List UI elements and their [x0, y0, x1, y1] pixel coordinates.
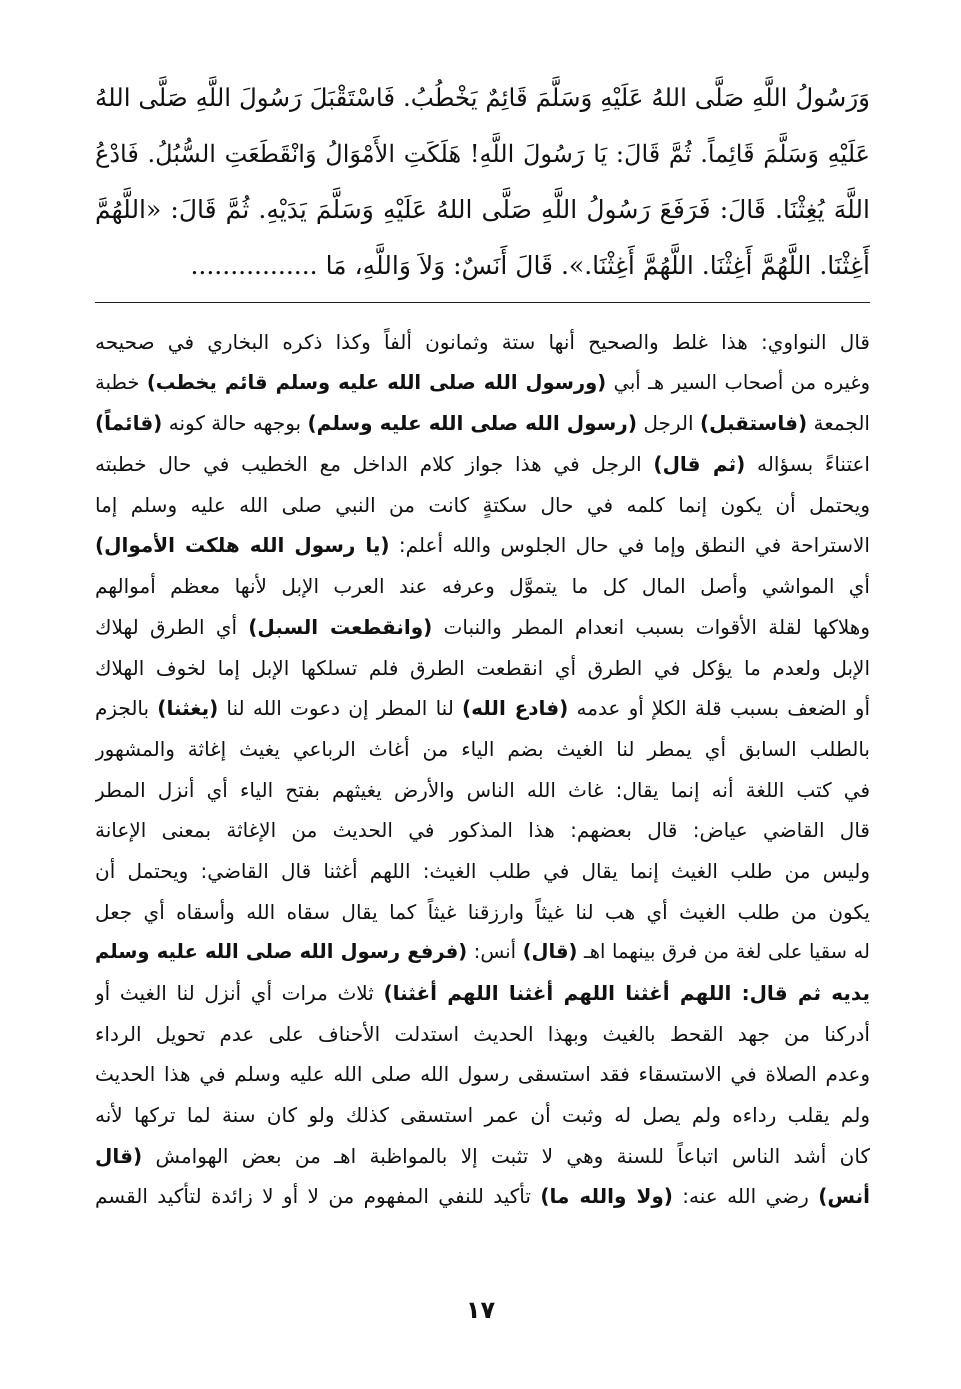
hadith-line: أَغِثْنَا. اللَّهُمَّ أَغِثْنَا. اللَّهُمَّ أَغِثْنَا.». قَالَ أَنَسٌ: وَلاَ وَاللَّهِ، مَا ................ — [190, 251, 870, 280]
commentary-run: وغيره من أصحاب السير هـ أبي — [606, 370, 870, 394]
commentary-line — [95, 648, 870, 689]
quoted-phrase: (يغثنا) — [157, 696, 219, 721]
commentary-line — [95, 403, 870, 444]
commentary-run: رضي الله عنه: — [672, 1184, 819, 1209]
commentary-line — [95, 566, 870, 607]
commentary-run: أنس: — [467, 940, 523, 964]
commentary-run: ويحتمل أن يكون إنما كلمه في حال سكتةٍ كانت من النبي صلى الله عليه وسلم إما — [95, 492, 870, 517]
page-number: ١٧ — [465, 1296, 496, 1324]
commentary-run: وهلاكها لقلة الأقوات بسبب انعدام المطر والنبات — [432, 614, 870, 639]
commentary-line — [95, 1054, 870, 1095]
commentary-text — [95, 322, 870, 1217]
commentary-run: أدركنا من جهد القحط بالغيث وبهذا الحديث استدلت الأحناف على عدم تحويل الرداء — [95, 1021, 870, 1046]
commentary-run: أو الضعف بسبب قلة الكلإ أو عدمه — [568, 696, 870, 721]
hadith-line: وَرَسُولُ اللَّهِ صَلَّى اللهُ عَلَيْهِ وَسَلَّمَ قَائِمٌ يَخْطُبُ. فَاسْتَقْبَلَ رَسُولَ اللَّهِ صَلَّى اللهُ — [95, 83, 870, 112]
quoted-phrase: (قال — [95, 1143, 143, 1168]
quoted-phrase: (قال) — [522, 940, 578, 964]
commentary-run: بوجهه حالة كونه — [162, 411, 308, 436]
quoted-phrase: (يا رسول الله هلكت الأموال) — [95, 533, 390, 558]
commentary-line — [95, 688, 870, 729]
commentary-run: قال النواوي: هذا غلط والصحيح أنها ستة وثمانون ألفاً وكذا ذكره البخاري في صحيحه — [95, 330, 870, 354]
quoted-phrase: يديه ثم قال: اللهم أغثنا اللهم أغثنا اللهم أغثنا) — [383, 981, 870, 1005]
commentary-run: له سقيا على لغة من فرق بينهما اهـ — [577, 940, 870, 964]
commentary-run: ولم يقلب رداءه ولم يصل له وثبت أن عمر استسقى كذلك ولو كان سنة لما تركها لأنه — [95, 1103, 870, 1128]
commentary-line — [95, 444, 870, 485]
commentary-run: يكون من طلب الغيث أي هب لنا غيثاً وارزقنا غيثاً كما يقال سقاه الله وأسقاه أي جعل — [95, 899, 870, 924]
commentary-line — [95, 729, 870, 770]
commentary-run: الرجل — [636, 411, 700, 436]
commentary-run: قال القاضي عياض: قال بعضهم: هذا المذكور في الحديث من الإغاثة بمعنى الإعانة — [95, 818, 870, 843]
quoted-phrase: (فرفع رسول الله صلى الله عليه وسلم — [95, 940, 468, 964]
commentary-run: وعدم الصلاة في الاستسقاء فقد استسقى رسول الله صلى الله عليه وسلم في هذا الحديث — [95, 1062, 870, 1087]
commentary-line — [95, 607, 870, 648]
commentary-line — [95, 363, 870, 404]
commentary-line — [95, 932, 870, 973]
hadith-line: عَلَيْهِ وَسَلَّمَ قَائِماً. ثُمَّ قَالَ: يَا رَسُولَ اللَّهِ! هَلَكَتِ الأَمْوَالُ وَانْقَطَعَتِ السُّبُلُ. فَادْعُ — [95, 140, 870, 168]
commentary-run: بالطلب السابق أي يمطر لنا الغيث بضم الياء من أغاث الرباعي يغيث إغاثة والمشهور — [95, 736, 870, 761]
footnote-divider — [95, 302, 870, 303]
commentary-run: الرجل في هذا جواز كلام الداخل مع الخطيب في حال خطبته — [95, 452, 654, 477]
commentary-run: وليس من طلب الغيث إنما يقال في طلب الغيث: اللهم أغثنا قال القاضي: ويحتمل أن — [95, 858, 870, 883]
commentary-run: الإبل ولعدم ما يؤكل في الطرق أي انقطعت الطرق فلم تسلكها الإبل إما لخوف الهلاك — [95, 655, 870, 680]
quoted-phrase: (ثم قال) — [653, 452, 746, 477]
commentary-run: لنا المطر إن دعوت الله لنا — [218, 696, 462, 721]
commentary-run: أي المواشي وأصل المال كل ما يتموَّل وعرفه عند العرب الإبل لأنها معظم أموالهم — [95, 574, 870, 599]
commentary-line — [95, 892, 870, 933]
commentary-line — [95, 973, 870, 1014]
commentary-run: تأكيد للنفي المفهوم من لا أو لا زائدة لتأكيد القسم — [95, 1184, 541, 1209]
commentary-run: الجمعة — [807, 411, 870, 436]
commentary-line — [95, 1176, 870, 1217]
quoted-phrase: (فاستقبل) — [699, 411, 808, 436]
commentary-line — [95, 851, 870, 892]
quoted-phrase: (قائماً) — [95, 411, 163, 436]
commentary-run: كان أشد الناس اتباعاً للسنة وهي لا تثبت إلا بالمواظبة اهـ من بعض الهوامش — [142, 1143, 870, 1168]
quoted-phrase: (فادع الله) — [462, 696, 569, 721]
commentary-line — [95, 770, 870, 811]
hadith-text — [95, 70, 870, 294]
commentary-line — [95, 485, 870, 526]
quoted-phrase: أنس) — [818, 1184, 870, 1209]
commentary-run: ثلاث مرات أي أنزل لنا الغيث أو — [95, 981, 384, 1005]
commentary-run: أي الطرق لهلاك — [95, 614, 249, 639]
quoted-phrase: (ورسول الله صلى الله عليه وسلم قائم يخطب) — [146, 370, 607, 394]
commentary-line — [95, 1095, 870, 1136]
commentary-run: خطبة — [95, 370, 147, 394]
commentary-line — [95, 525, 870, 566]
commentary-line — [95, 1014, 870, 1055]
hadith-line: اللَّهَ يُغِثْنَا. قَالَ: فَرَفَعَ رَسُولُ اللَّهِ صَلَّى اللهُ عَلَيْهِ وَسَلَّمَ يَدَيْهِ. ثُمَّ قَالَ: «اللَّهُمَّ — [95, 195, 870, 224]
quoted-phrase: (رسول الله صلى الله عليه وسلم) — [307, 411, 637, 436]
commentary-line — [95, 810, 870, 851]
commentary-run: اعتناءً بسؤاله — [745, 452, 870, 477]
commentary-run: الاستراحة في النطق وإما في حال الجلوس والله أعلم: — [389, 533, 870, 558]
commentary-run: في كتب اللغة أنه إنما يقال: غاث الله الناس والأرض يغيثهم بفتح الياء أي أنزل المطر — [95, 777, 870, 802]
commentary-line — [95, 1136, 870, 1177]
quoted-phrase: (ولا والله ما) — [540, 1184, 673, 1209]
commentary-line — [95, 322, 870, 363]
commentary-run: بالجزم — [95, 696, 158, 721]
quoted-phrase: (وانقطعت السبل) — [248, 614, 433, 639]
